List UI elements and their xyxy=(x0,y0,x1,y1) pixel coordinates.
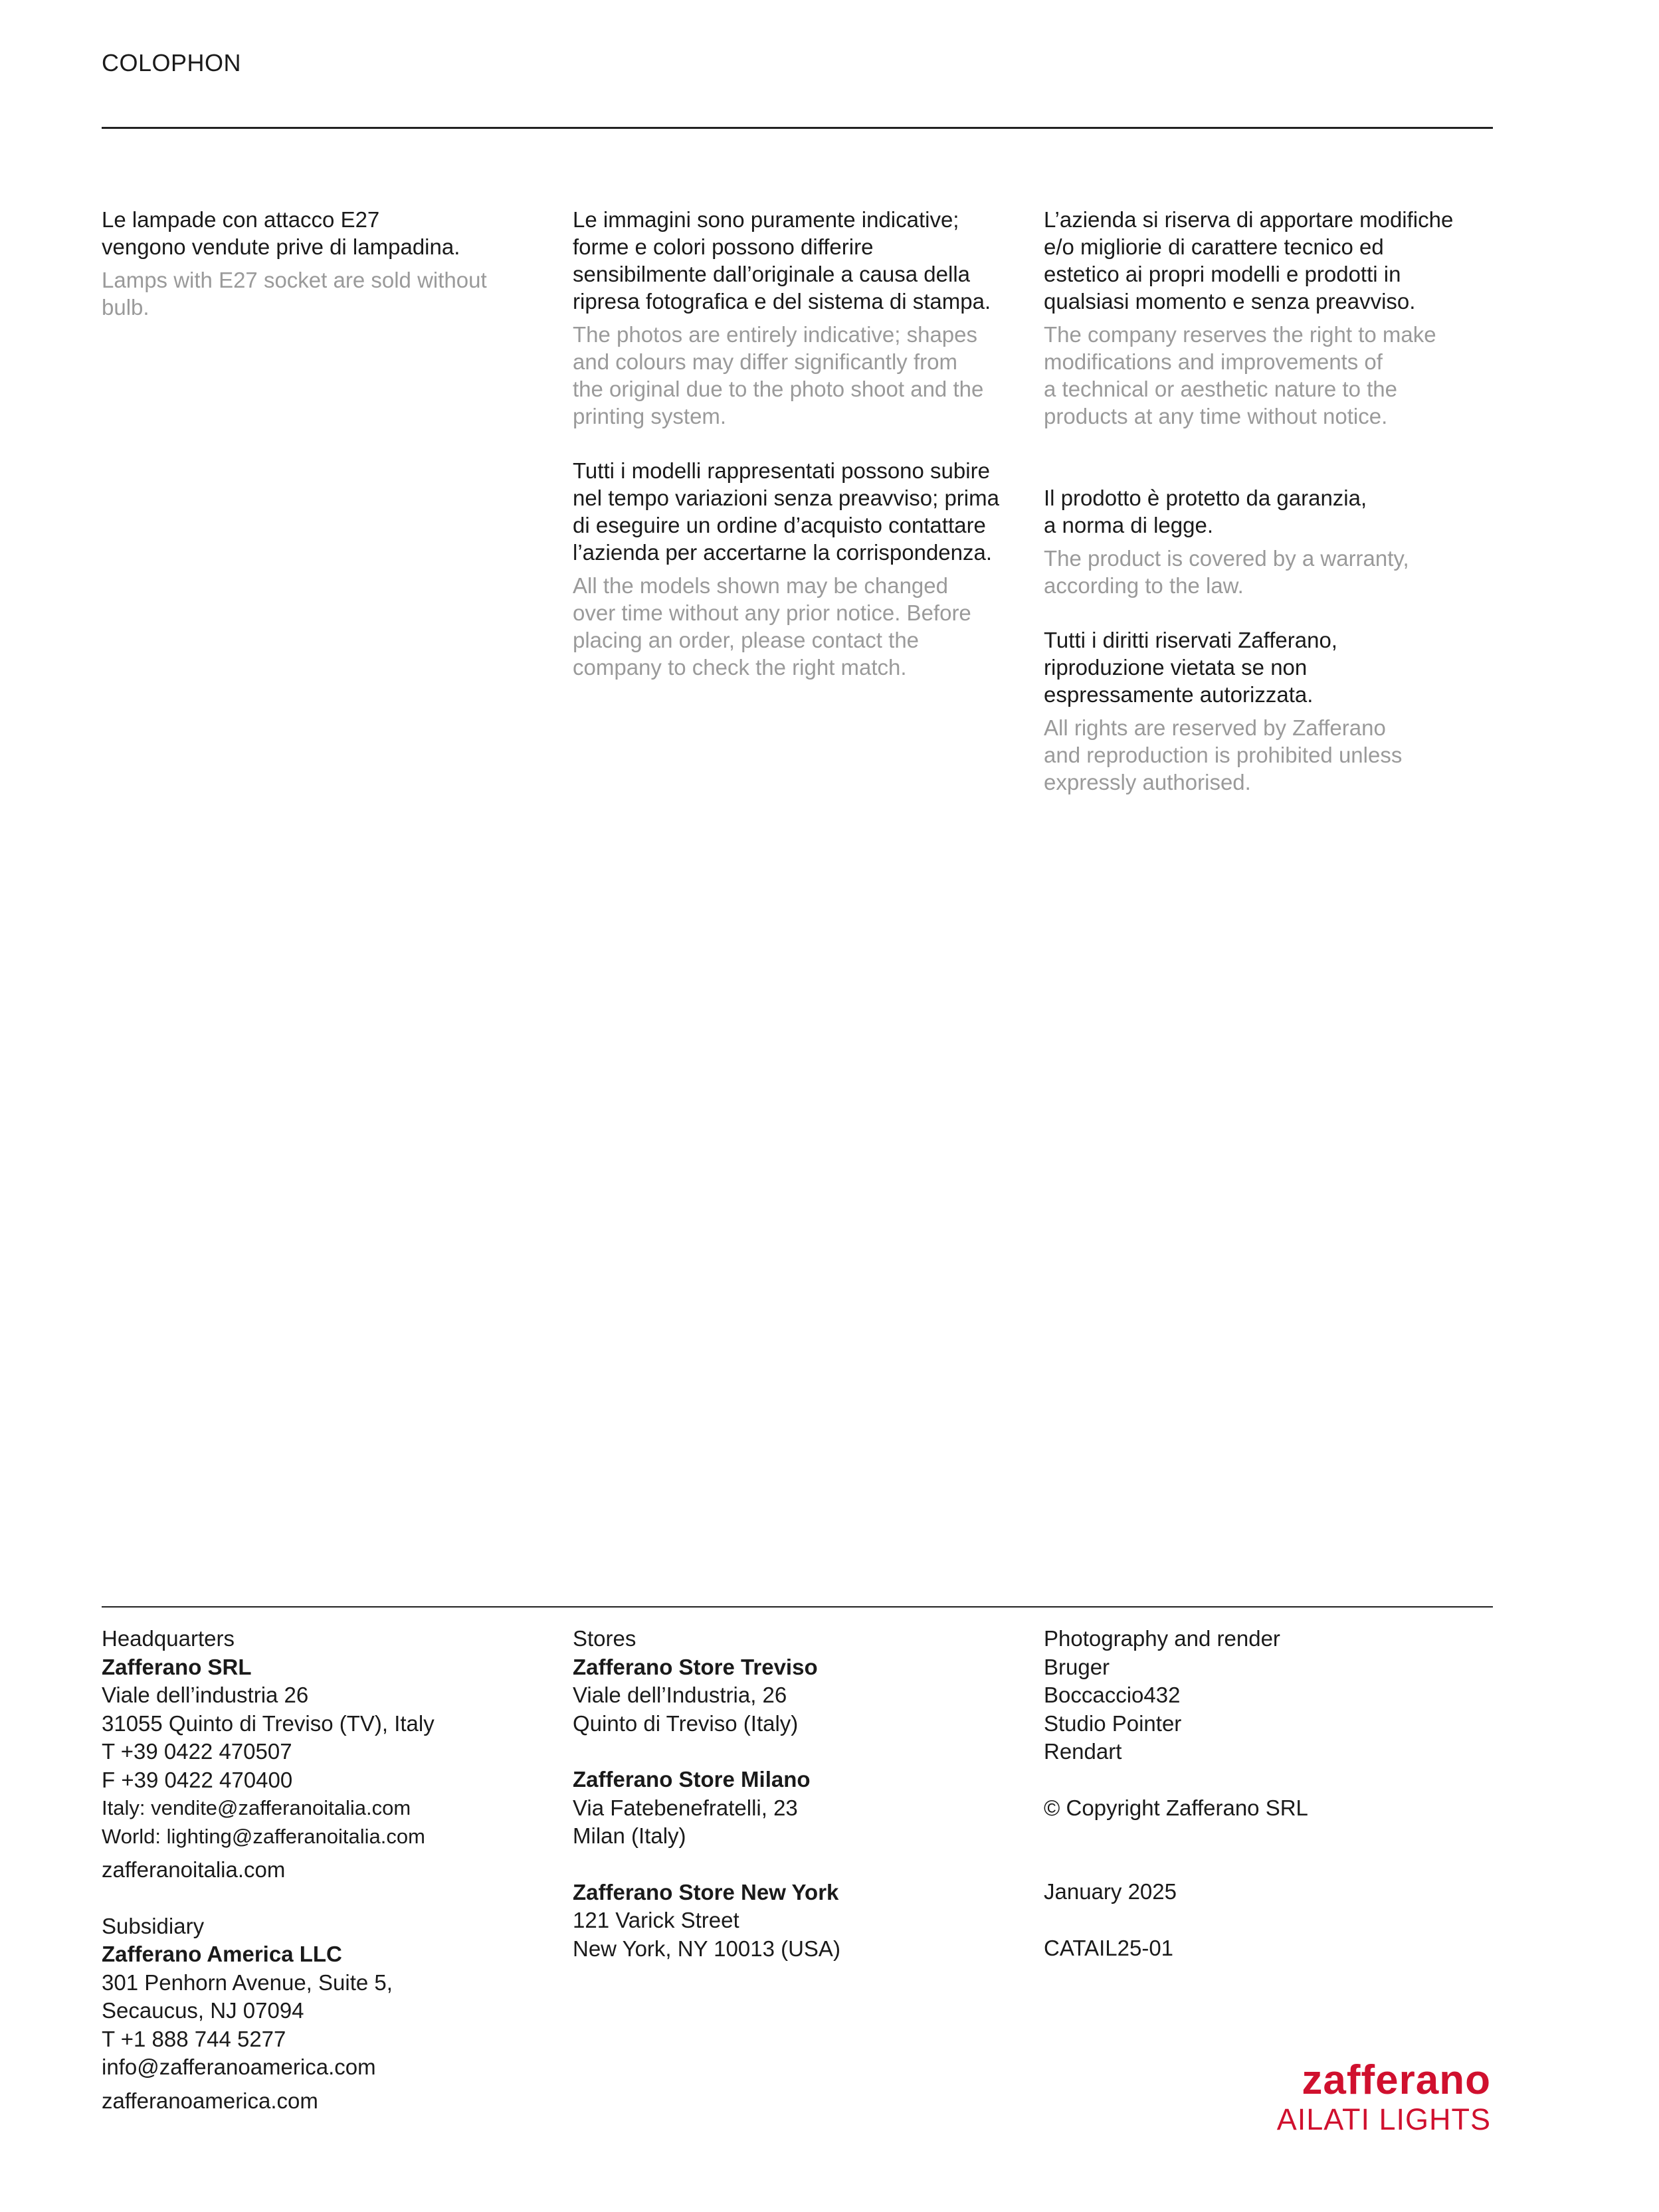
store-newyork-line1: 121 Varick Street xyxy=(573,1908,739,1932)
catalog-code: CATAIL25-01 xyxy=(1044,1935,1174,1960)
subsidiary-phone: T +1 888 744 5277 xyxy=(102,2026,286,2051)
subsidiary-company: Zafferano America LLC xyxy=(102,1942,342,1966)
note-bulb-en: Lamps with E27 socket are sold without bulb. xyxy=(102,268,487,320)
page-title: COLOPHON xyxy=(102,49,242,76)
footer-credits xyxy=(1044,1625,1496,1962)
store-milano-line1: Via Fatebenefratelli, 23 xyxy=(573,1795,798,1820)
note-images-en: The photos are entirely indicative; shapes and colours may differ significantly from the original due to the photo shoot and the printing system. xyxy=(573,322,984,428)
footer-contacts xyxy=(102,1625,553,2115)
note-modifications-en: The company reserves the right to make modifications and improvements of a technical or aesthetic nature to the products at any time without notice. xyxy=(1044,322,1436,428)
note-images-it: Le immagini sono puramente indicative; forme e colori possono differire sensibilmente dall’originale a causa della ripresa fotografica e del sistema di stampa. xyxy=(573,207,991,314)
note-bulb-it: Le lampade con attacco E27 vengono vendute prive di lampadina. xyxy=(102,207,460,259)
top-divider xyxy=(102,127,1493,129)
brand-subtitle: AILATI LIGHTS xyxy=(1276,2102,1491,2136)
subsidiary-address2: Secaucus, NJ 07094 xyxy=(102,1998,304,2023)
headquarters-email-italy[interactable]: Italy: vendite@zafferanoitalia.com xyxy=(102,1796,411,1819)
publication-date: January 2025 xyxy=(1044,1879,1177,1904)
subsidiary-website-link[interactable]: zafferanoamerica.com xyxy=(102,2088,318,2113)
note-rights-en: All rights are reserved by Zafferano and reproduction is prohibited unless expressly authorised. xyxy=(1044,715,1403,794)
store-treviso-line1: Viale dell’Industria, 26 xyxy=(573,1683,787,1707)
brand-logo xyxy=(1277,2059,1491,2138)
store-newyork-name: Zafferano Store New York xyxy=(573,1879,839,1904)
subsidiary-email[interactable]: info@zafferanoamerica.com xyxy=(102,2055,376,2079)
note-models xyxy=(573,457,1038,681)
copyright: © Copyright Zafferano SRL xyxy=(1044,1795,1308,1820)
note-images xyxy=(573,206,1038,430)
note-models-it: Tutti i modelli rappresentati possono subire nel tempo variazioni senza preavviso; prima di eseguire un ordine d’acquisto contattare l’azienda per accertarne la corrispondenza. xyxy=(573,458,999,565)
store-treviso-line2: Quinto di Treviso (Italy) xyxy=(573,1710,799,1736)
note-rights xyxy=(1044,626,1509,796)
headquarters-phone: T +39 0422 470507 xyxy=(102,1739,292,1764)
store-milano-name: Zafferano Store Milano xyxy=(573,1767,811,1792)
credit-name: Boccaccio432 xyxy=(1044,1683,1181,1707)
note-models-en: All the models shown may be changed over time without any prior notice. Before placing an order, please contact the company to check the right match. xyxy=(573,573,971,680)
credit-name: Studio Pointer xyxy=(1044,1710,1182,1736)
note-warranty-en: The product is covered by a warranty, according to the law. xyxy=(1044,546,1409,598)
note-modifications-it: L’azienda si riserva di apportare modifiche e/o migliorie di carattere tecnico ed estetico ai propri modelli e prodotti in qualsiasi momento e senza preavviso. xyxy=(1044,207,1454,314)
headquarters-address1: Viale dell’industria 26 xyxy=(102,1683,309,1707)
headquarters-company: Zafferano SRL xyxy=(102,1654,252,1679)
headquarters-label: Headquarters xyxy=(102,1626,235,1651)
store-newyork-line2: New York, NY 10013 (USA) xyxy=(573,1936,840,1961)
credits-label: Photography and render xyxy=(1044,1626,1280,1651)
subsidiary-address1: 301 Penhorn Avenue, Suite 5, xyxy=(102,1970,393,1995)
stores-label: Stores xyxy=(573,1626,636,1651)
note-warranty xyxy=(1044,484,1509,599)
footer-stores xyxy=(573,1625,1025,1963)
subsidiary-label: Subsidiary xyxy=(102,1913,205,1938)
note-bulb xyxy=(102,206,567,321)
brand-name: zafferano xyxy=(1302,2057,1491,2103)
credit-name: Rendart xyxy=(1044,1739,1122,1764)
note-rights-it: Tutti i diritti riservati Zafferano, riproduzione vietata se non espressamente autorizzata. xyxy=(1044,628,1337,707)
headquarters-email-world[interactable]: World: lighting@zafferanoitalia.com xyxy=(102,1824,425,1848)
note-modifications xyxy=(1044,206,1509,430)
store-treviso-name: Zafferano Store Treviso xyxy=(573,1654,818,1679)
headquarters-fax: F +39 0422 470400 xyxy=(102,1767,293,1792)
note-warranty-it: Il prodotto è protetto da garanzia, a norma di legge. xyxy=(1044,486,1367,537)
credit-name: Bruger xyxy=(1044,1654,1110,1679)
headquarters-website-link[interactable]: zafferanoitalia.com xyxy=(102,1857,286,1882)
store-milano-line2: Milan (Italy) xyxy=(573,1823,686,1848)
headquarters-address2: 31055 Quinto di Treviso (TV), Italy xyxy=(102,1710,435,1736)
bottom-divider xyxy=(102,1606,1493,1608)
